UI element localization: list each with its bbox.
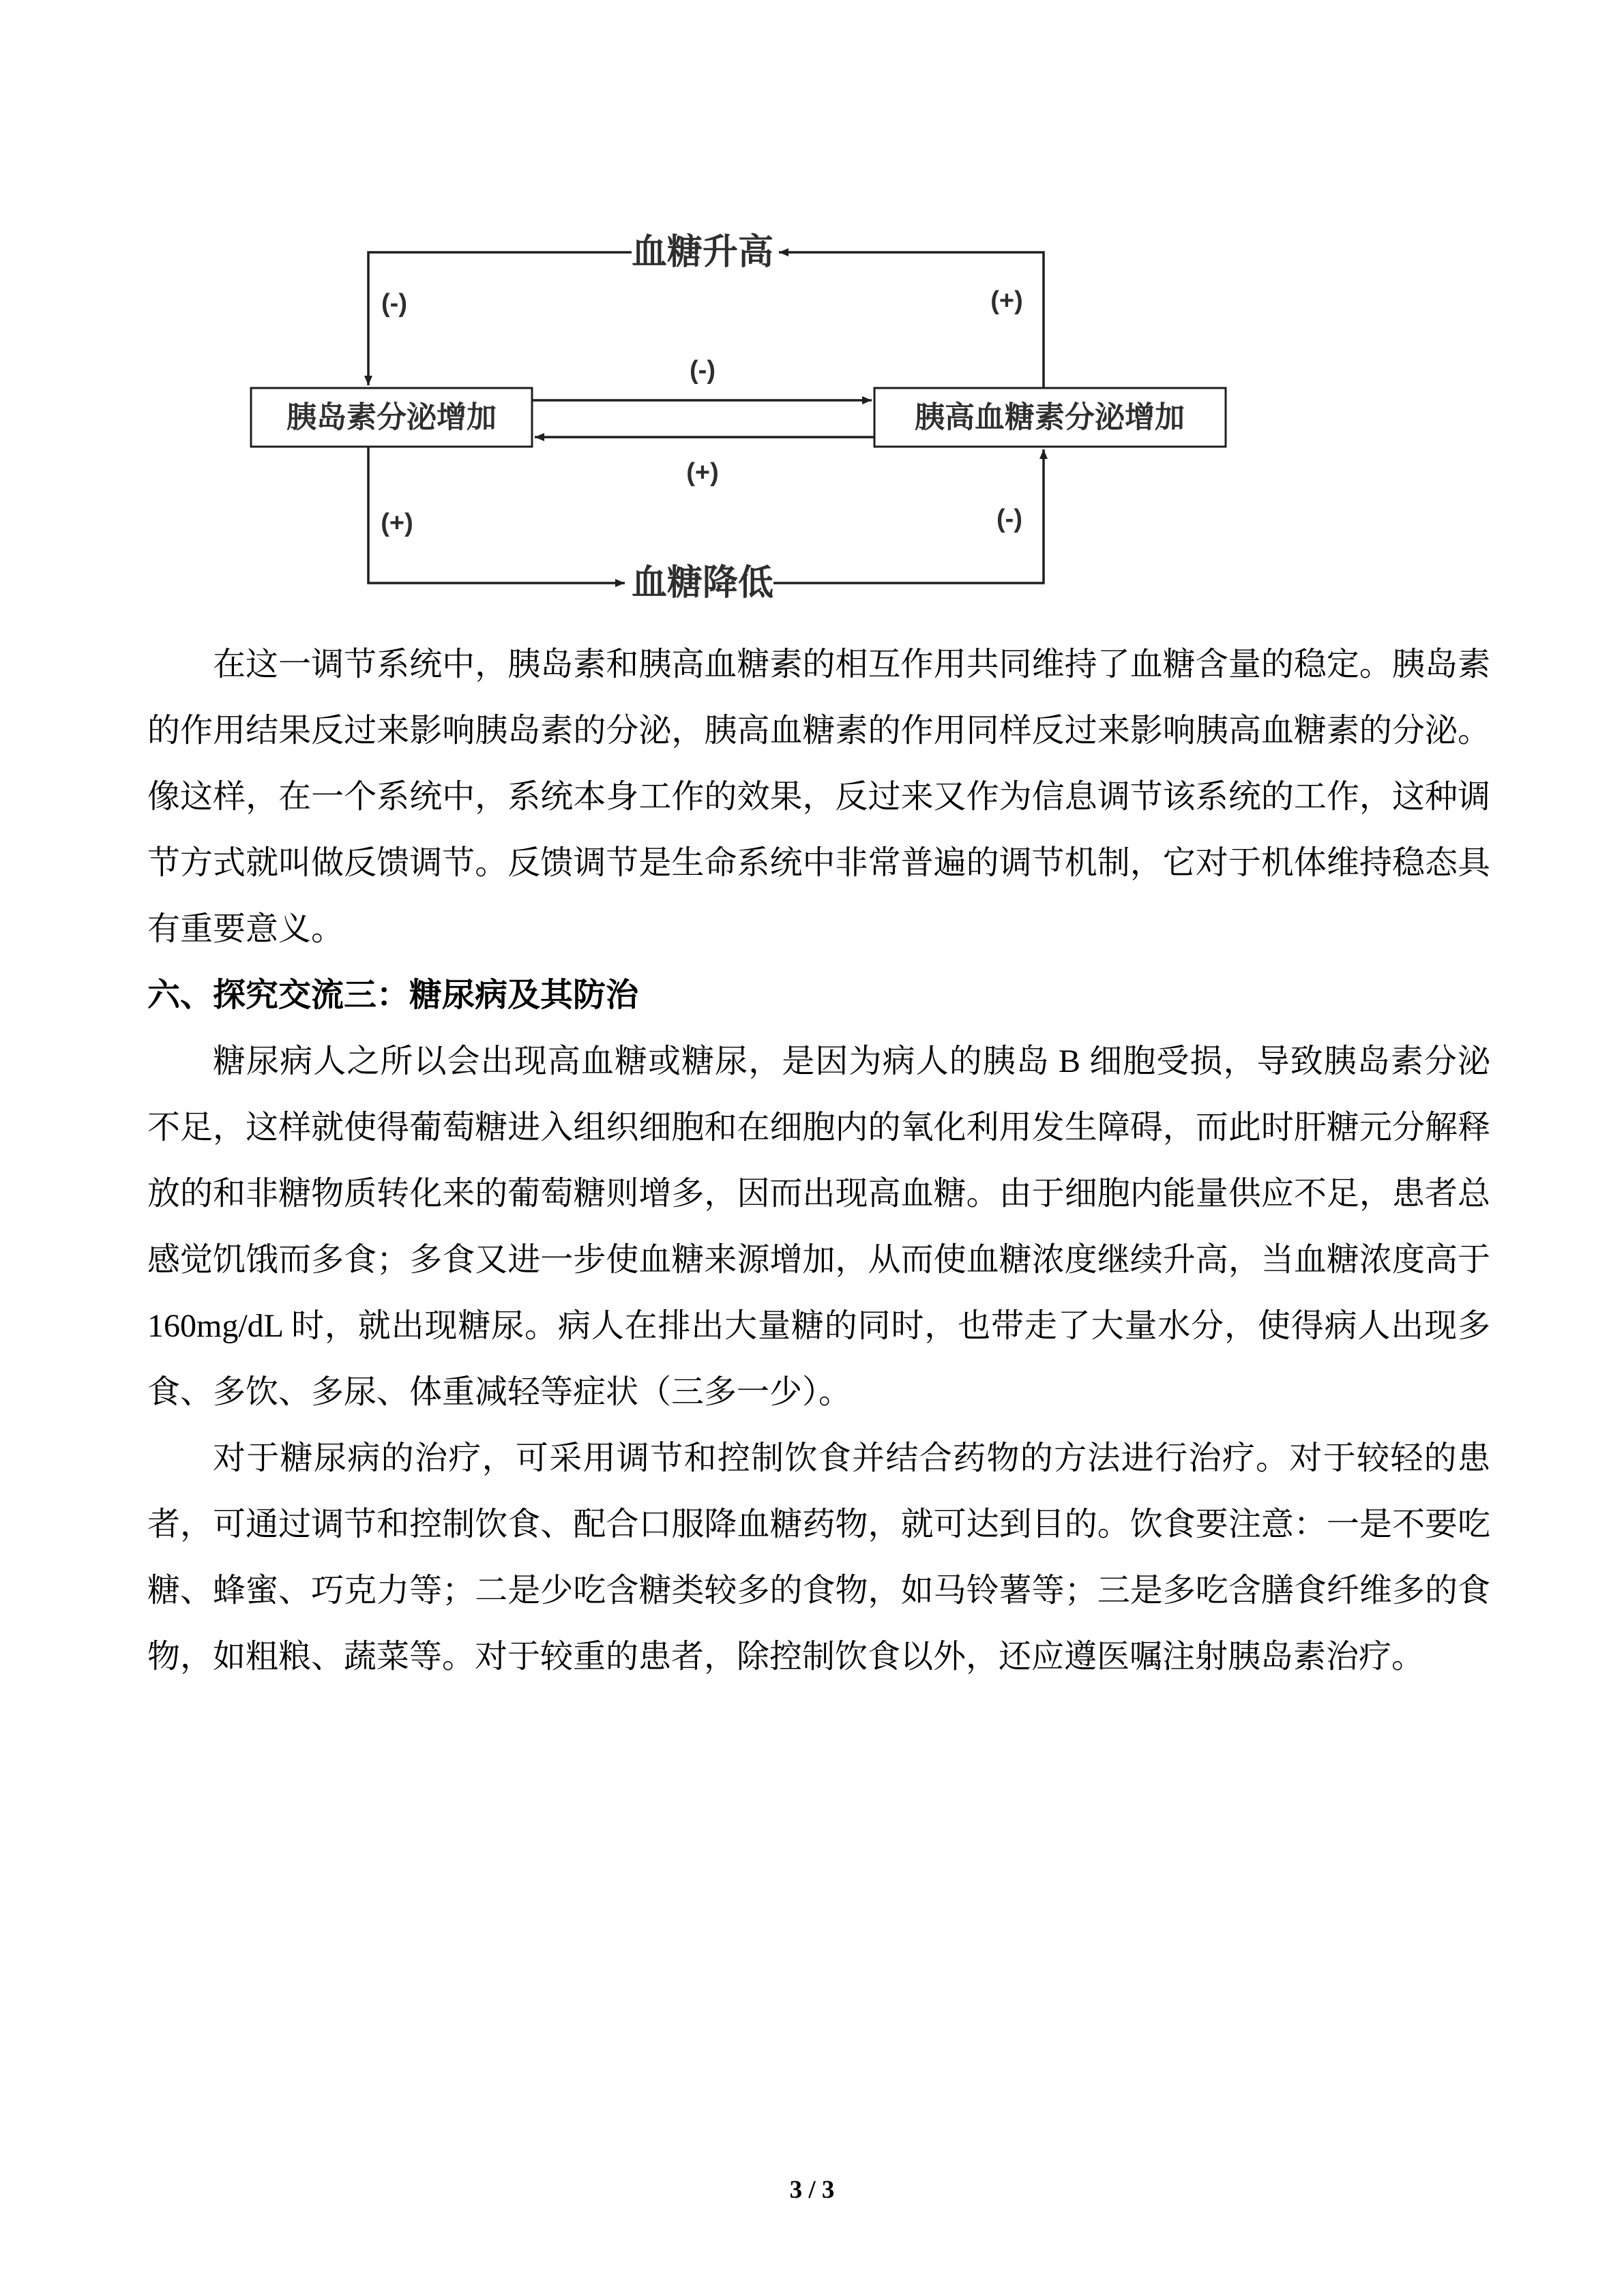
sign-bottom-left: (+) [381, 509, 413, 537]
sign-middle-upper: (-) [690, 356, 715, 385]
sign-middle-lower: (+) [686, 458, 719, 487]
sign-top-right: (+) [990, 286, 1023, 315]
paragraph-diabetes-treatment: 对于糖尿病的治疗，可采用调节和控制饮食并结合药物的方法进行治疗。对于较轻的患者，可通过调节和控制饮食、配合口服降血糖药物，就可达到目的。饮食要注意：一是不要吃糖、蜂蜜、巧克力等；二是少吃含糖类较多的食物，如马铃薯等；三是多吃含膳食纤维多的食物，如粗粮、蔬菜等。对于较重的患者，除控制饮食以外，还应遵医嘱注射胰岛素治疗。 [147, 1440, 1490, 1675]
page-number: 3 / 3 [789, 2176, 835, 2204]
section-heading-diabetes: 六、探究交流三：糖尿病及其防治 [147, 977, 639, 1013]
paragraph-diabetes-cause: 糖尿病人之所以会出现高血糖或糖尿，是因为病人的胰岛 B 细胞受损，导致胰岛素分泌不足，这样就使得葡萄糖进入组织细胞和在细胞内的氧化利用发生障碍，而此时肝糖元分解释放的和非糖物质转化来的葡萄糖则增多，因而出现高血糖。由于细胞内能量供应不足，患者总感觉饥饿而多食；多食又进一步使血糖来源增加，从而使血糖浓度继续升高，当血糖浓度高于 160mg/dL 时，就出现糖尿。病人在排出大量糖的同时，也带走了大量水分，使得病人出现多食、多饮、多尿、体重减轻等症状（三多一少）。 [147, 1043, 1490, 1410]
edge-top-to-left-arrow [368, 252, 632, 385]
paragraph-feedback-regulation: 在这一调节系统中，胰岛素和胰高血糖素的相互作用共同维持了血糖含量的稳定。胰岛素的作用结果反过来影响胰岛素的分泌，胰高血糖素的作用同样反过来影响胰高血糖素的分泌。像这样，在一个系统中，系统本身工作的效果，反过来又作为信息调节该系统的工作，这种调节方式就叫做反馈调节。反馈调节是生命系统中非常普遍的调节机制，它对于机体维持稳态具有重要意义。 [147, 646, 1490, 947]
node-insulin-increase: 胰岛素分泌增加 [286, 400, 497, 434]
node-blood-sugar-drop: 血糖降低 [631, 563, 774, 603]
node-blood-sugar-rise: 血糖升高 [631, 233, 774, 272]
node-glucagon-increase: 胰高血糖素分泌增加 [915, 400, 1185, 434]
diagram-canvas [225, 222, 1289, 617]
sign-bottom-right: (-) [996, 505, 1022, 533]
feedback-regulation-diagram [225, 222, 1289, 617]
document-body [147, 631, 1490, 1690]
edge-right-to-top-arrow [779, 252, 1044, 388]
sign-top-left: (-) [381, 289, 407, 318]
